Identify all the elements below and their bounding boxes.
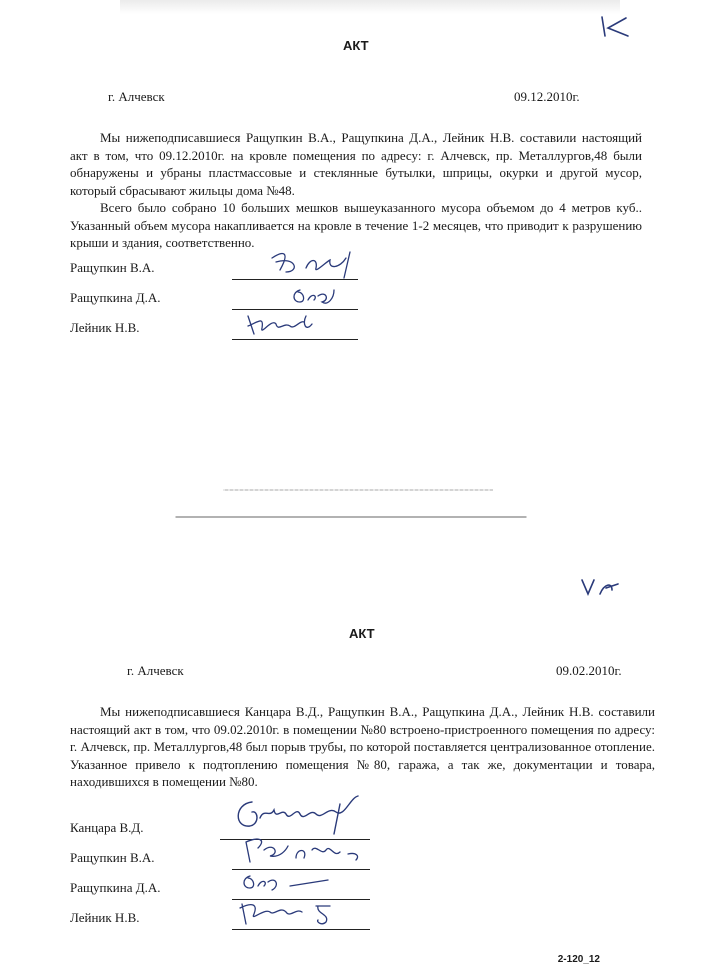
act2-title: АКТ — [349, 626, 375, 641]
act2-signature-row — [70, 876, 400, 900]
scan-artifact — [120, 0, 620, 14]
handwritten-k-mark — [596, 14, 636, 40]
signature-image — [238, 868, 338, 898]
act2-city: г. Алчевск — [127, 663, 184, 678]
act2-signature-row — [70, 906, 400, 930]
act2-date: 09.02.2010г. — [556, 663, 622, 678]
act2-paragraph-1: Мы нижеподписавшиеся Канцара В.Д., Ращупкин В.А., Ращупкина Д.А., Лейник Н.В. составили настоящий акт в том, что 09.02.2010г. в помещении №80 встроено-пристроенного помещения по адресу: г. Алчевск, пр. Металлургов,48 был порыв трубы, по которой поставляется централизованное отопление. Указанное привело к подтоплению помещения №80, гаража, а так же, документации и товара, находившихся в помещении №80. — [70, 704, 655, 789]
signature-image — [288, 282, 348, 310]
page-divider — [0, 516, 702, 518]
act1-signature-row — [70, 256, 370, 280]
signature-image — [230, 788, 380, 838]
signature-line — [232, 929, 370, 930]
signatory-name: Ращупкина Д.А. — [70, 880, 161, 895]
scan-rule — [0, 489, 702, 491]
act1-city: г. Алчевск — [108, 89, 165, 104]
signatory-name: Ращупкин В.А. — [70, 850, 155, 865]
act1-title: АКТ — [343, 38, 369, 53]
act1-paragraph-2: Всего было собрано 10 больших мешков вышеуказанного мусора объемом до 4 метров куб.. Указанный объем мусора накапливается на кровле в течение 1-2 месяцев, что приводит к разрушению крыши и здания, соответственно. — [70, 200, 642, 250]
signatory-name: Лейник Н.В. — [70, 910, 140, 925]
signatory-name: Ращупкин В.А. — [70, 260, 155, 275]
signature-image — [236, 896, 346, 928]
act2-signature-row — [70, 846, 400, 870]
act1-paragraph-1: Мы нижеподписавшиеся Ращупкин В.А., Ращупкина Д.А., Лейник Н.В. составили настоящий акт в том, что 09.12.2010г. на кровле помещения по адресу: г. Алчевск, пр. Металлургов,48 были обнаружены и убраны пластмассовые и стеклянные бутылки, шприцы, окурки и другой мусор, который сбрасывают жильцы дома №48. — [70, 130, 642, 198]
signatory-name: Ращупкина Д.А. — [70, 290, 161, 305]
signatory-name: Канцара В.Д. — [70, 820, 144, 835]
signature-image — [266, 248, 366, 280]
signature-image — [242, 310, 322, 340]
page-code: 2-120_12 — [557, 954, 600, 965]
act1-signature-row — [70, 286, 370, 310]
act1-signature-row — [70, 316, 370, 340]
handwritten-va-mark — [578, 574, 622, 598]
signatory-name: Лейник Н.В. — [70, 320, 140, 335]
signature-image — [240, 832, 380, 868]
act1-date: 09.12.2010г. — [514, 89, 580, 104]
